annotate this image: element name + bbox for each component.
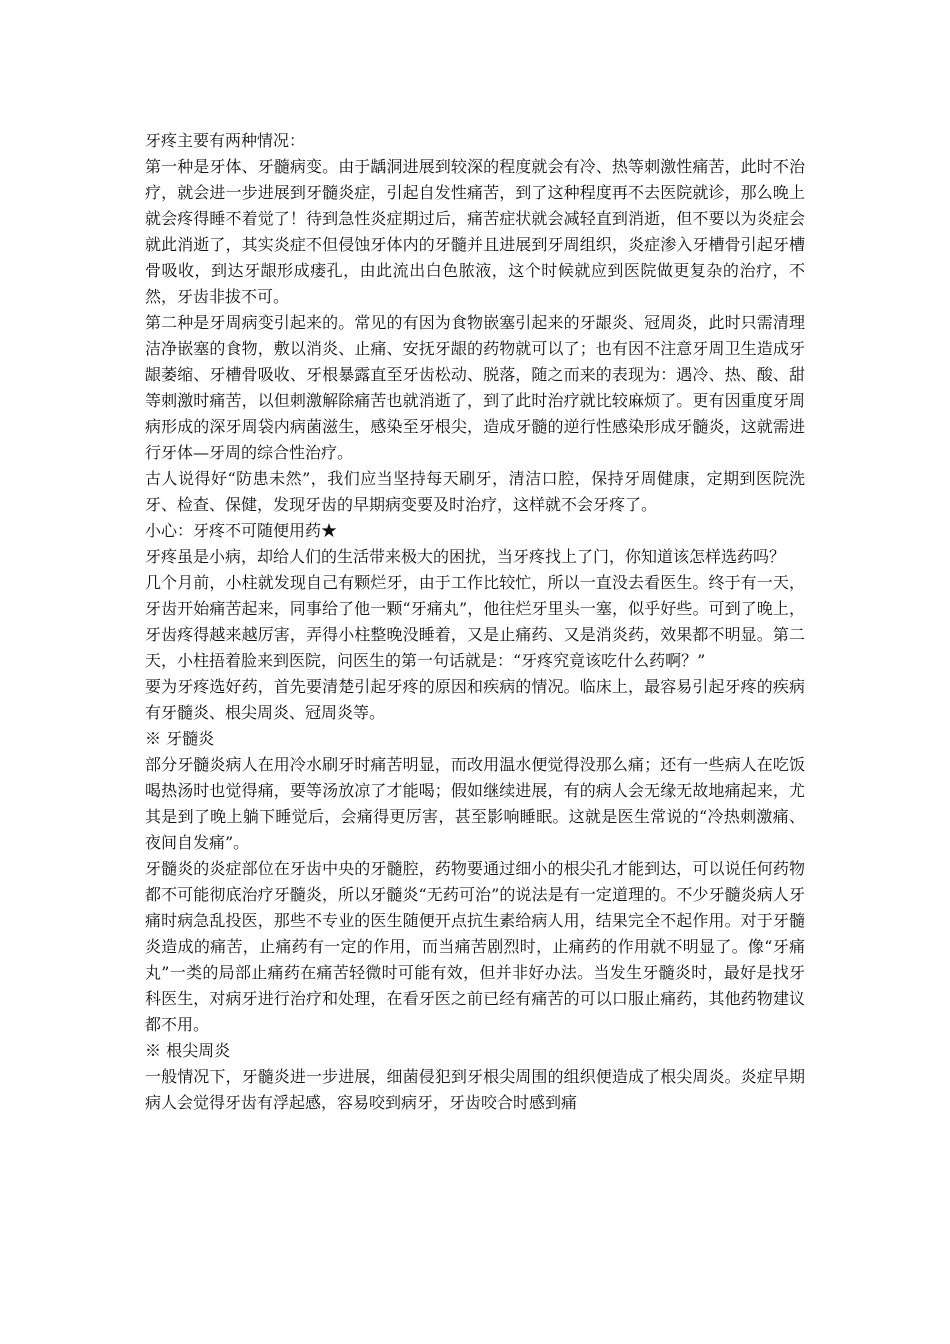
intro-line: 牙疼主要有两种情况： [145,131,306,150]
document-page [145,128,805,1116]
paragraph-prevention: 古人说得好“防患未然”，我们应当坚持每天刷牙，清洁口腔，保持牙周健康，定期到医院洗牙、检查、保健，发现牙齿的早期病变要及时治疗，这样就不会牙疼了。 [145,469,805,514]
paragraph-pulpitis-treatment: 牙髓炎的炎症部位在牙齿中央的牙髓腔，药物要通过细小的根尖孔才能到达，可以说任何药物都不可能彻底治疗牙髓炎，所以牙髓炎“无药可治”的说法是有一定道理的。不少牙髓炎病人牙痛时病急乱投医，那些不专业的医生随便开点抗生素给病人用，结果完全不起作用。对于牙髓炎造成的痛苦，止痛药有一定的作用，而当痛苦剧烈时，止痛药的作用就不明显了。像“牙痛丸”一类的局部止痛药在痛苦轻微时可能有效，但并非好办法。当发生牙髓炎时，最好是找牙科医生，对病牙进行治疗和处理，在看牙医之前已经有痛苦的可以口服止痛药，其他药物建议都不用。 [145,859,805,1034]
paragraph-type-one: 第一种是牙体、牙髓病变。由于龋洞进展到较深的程度就会有冷、热等刺激性痛苦，此时不治疗，就会进一步进展到牙髓炎症，引起自发性痛苦，到了这种程度再不去医院就诊，那么晚上就会疼得睡不着觉了！待到急性炎症期过后，痛苦症状就会减轻直到消逝，但不要以为炎症会就此消逝了，其实炎症不但侵蚀牙体内的牙髓并且进展到牙周组织，炎症渗入牙槽骨引起牙槽骨吸收，到达牙龈形成瘘孔，由此流出白色脓液，这个时候就应到医院做更复杂的治疗，不然，牙齿非拔不可。 [145,157,805,306]
paragraph-medication-intro: 牙疼虽是小病，却给人们的生活带来极大的困扰，当牙疼找上了门，你知道该怎样选药吗？ [145,547,786,566]
subheading-pulpitis: ※ 牙髓炎 [145,729,215,748]
paragraph-story: 几个月前，小柱就发现自己有颗烂牙，由于工作比较忙，所以一直没去看医生。终于有一天，牙齿开始痛苦起来，同事给了他一颗“牙痛丸”，他往烂牙里头一塞，似乎好些。可到了晚上，牙齿疼得越来越厉害，弄得小柱整晚没睡着，又是止痛药、又是消炎药，效果都不明显。第二天，小柱捂着脸来到医院，问医生的第一句话就是：“牙疼究竟该吃什么药啊？” [145,573,805,670]
paragraph-causes: 要为牙疼选好药，首先要清楚引起牙疼的原因和疾病的情况。临床上，最容易引起牙疼的疾病有牙髓炎、根尖周炎、冠周炎等。 [145,677,805,722]
paragraph-periapical: 一般情况下，牙髓炎进一步进展，细菌侵犯到牙根尖周围的组织便造成了根尖周炎。炎症早期病人会觉得牙齿有浮起感，容易咬到病牙，牙齿咬合时感到痛 [145,1067,805,1112]
paragraph-type-two: 第二种是牙周病变引起来的。常见的有因为食物嵌塞引起来的牙龈炎、冠周炎，此时只需清理洁净嵌塞的食物，敷以消炎、止痛、安抚牙龈的药物就可以了；也有因不注意牙周卫生造成牙龈萎缩、牙槽骨吸收、牙根暴露直至牙齿松动、脱落，随之而来的表现为：遇冷、热、酸、甜等刺激时痛苦，以但刺激解除痛苦也就消逝了，到了此时治疗就比较麻烦了。更有因重度牙周病形成的深牙周袋内病菌滋生，感染至牙根尖，造成牙髓的逆行性感染形成牙髓炎，这就需进行牙体—牙周的综合性治疗。 [145,313,805,462]
paragraph-pulpitis-symptoms: 部分牙髓炎病人在用冷水刷牙时痛苦明显，而改用温水便觉得没那么痛；还有一些病人在吃饭喝热汤时也觉得痛，要等汤放凉了才能喝；假如继续进展，有的病人会无缘无故地痛起来，尤其是到了晚上躺下睡觉后，会痛得更厉害，甚至影响睡眠。这就是医生常说的“冷热刺激痛、夜间自发痛”。 [145,755,805,852]
section-heading-medication: 小心：牙疼不可随便用药★ [145,521,338,540]
subheading-periapical: ※ 根尖周炎 [145,1041,231,1060]
